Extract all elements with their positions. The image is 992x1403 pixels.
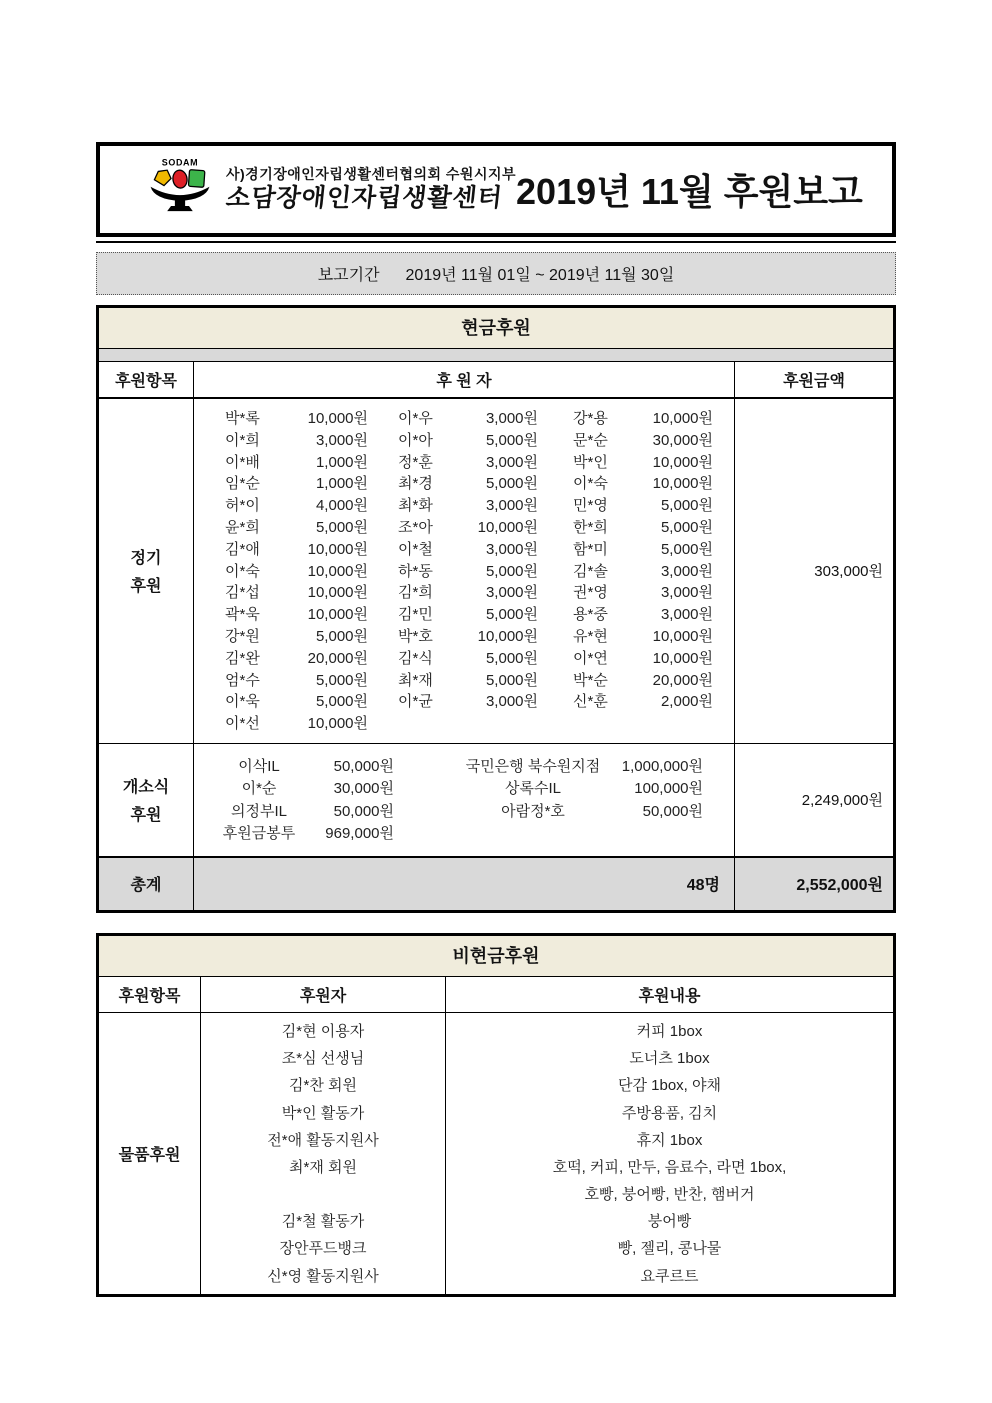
noncash-donor: 조*심 선생님 bbox=[281, 1050, 365, 1068]
donor-pair bbox=[398, 430, 538, 452]
donor-pair bbox=[398, 539, 538, 561]
donor-row bbox=[225, 648, 734, 670]
donor-pair bbox=[573, 561, 713, 583]
noncash-content: 빵, 젤리, 콩나물 bbox=[617, 1240, 722, 1258]
donor-pair bbox=[225, 713, 368, 735]
opening-donor-grid bbox=[194, 744, 735, 856]
donor-pair bbox=[398, 452, 538, 474]
donor-pair bbox=[225, 430, 368, 452]
donor-pair bbox=[225, 670, 368, 692]
noncash-content: 호빵, 붕어빵, 반찬, 햄버거 bbox=[584, 1186, 755, 1204]
donor-row bbox=[225, 495, 734, 517]
donor-pair bbox=[573, 604, 713, 626]
donor-name: 용*중 bbox=[573, 606, 608, 624]
donor-amount: 5,000원 bbox=[315, 627, 368, 645]
donor-pair bbox=[398, 713, 538, 735]
donor-pair bbox=[225, 495, 368, 517]
goods-donation-row bbox=[99, 1013, 893, 1294]
donor-pair bbox=[398, 561, 538, 583]
col-header-donor: 후 원 자 bbox=[194, 362, 735, 397]
org-text-block bbox=[226, 166, 516, 214]
donor-name: 유*현 bbox=[573, 627, 608, 645]
noncash-donor: 전*애 활동지원사 bbox=[267, 1131, 379, 1149]
donor-amount: 10,000원 bbox=[307, 540, 368, 558]
logo-bowl-shape bbox=[151, 186, 210, 200]
regular-donor-grid bbox=[194, 399, 735, 743]
donor-pair bbox=[398, 670, 538, 692]
donor-amount: 5,000원 bbox=[660, 497, 713, 515]
donor-row bbox=[225, 430, 734, 452]
donor-name: 윤*희 bbox=[225, 518, 260, 536]
donor-row bbox=[225, 713, 734, 735]
donor-name: 최*화 bbox=[398, 497, 433, 515]
noncash-content: 커피 1box bbox=[636, 1022, 703, 1040]
donor-name: 국민은행 북수원지점 bbox=[465, 757, 601, 775]
noncash-table-title: 비현금후원 bbox=[99, 936, 893, 977]
total-label: 총계 bbox=[99, 858, 194, 910]
report-period-bar bbox=[96, 252, 896, 295]
regular-donation-row bbox=[99, 399, 893, 744]
total-amount: 2,552,000원 bbox=[796, 877, 883, 895]
donor-amount: 3,000원 bbox=[485, 584, 538, 602]
regular-donation-label bbox=[99, 399, 194, 743]
donor-amount: 5,000원 bbox=[315, 693, 368, 711]
donor-pair bbox=[225, 648, 368, 670]
noncash-donor: 신*영 활동지원사 bbox=[267, 1267, 379, 1285]
noncash-donor: 박*인 활동가 bbox=[281, 1104, 365, 1122]
noncash-content: 도너츠 1box bbox=[629, 1050, 710, 1068]
cash-total-row bbox=[99, 856, 893, 910]
donor-pair bbox=[573, 626, 713, 648]
org-association-name: 사)경기장애인자립생활센터협의회 수원시지부 bbox=[226, 165, 517, 182]
donor-amount: 1,000,000원 bbox=[621, 757, 703, 775]
logo-brand-text: SODAM bbox=[161, 157, 199, 168]
opening-donation-label bbox=[99, 744, 194, 856]
donor-amount: 5,000원 bbox=[485, 562, 538, 580]
opening-donation-row bbox=[99, 744, 893, 856]
donor-pair bbox=[398, 517, 538, 539]
donor-name: 최*재 bbox=[398, 671, 433, 689]
donor-amount: 3,000원 bbox=[660, 606, 713, 624]
donor-pair bbox=[225, 517, 368, 539]
donor-name: 김*섭 bbox=[225, 584, 260, 602]
sodam-logo-icon bbox=[148, 157, 212, 223]
col-header-donor: 후원자 bbox=[201, 977, 446, 1012]
donor-amount: 3,000원 bbox=[660, 562, 713, 580]
donor-name: 신*훈 bbox=[573, 693, 608, 711]
donor-pair bbox=[398, 495, 538, 517]
donor-name: 이*철 bbox=[398, 540, 433, 558]
donor-name: 이*연 bbox=[573, 649, 608, 667]
goods-donor-list bbox=[201, 1013, 446, 1294]
label-line: 후원 bbox=[130, 578, 162, 596]
donor-pair bbox=[573, 539, 713, 561]
noncash-table-header-row bbox=[99, 977, 893, 1013]
donor-name: 강*원 bbox=[225, 627, 260, 645]
label-line: 후원 bbox=[130, 807, 162, 825]
donor-name: 이*아 bbox=[398, 431, 433, 449]
donor-name: 이*숙 bbox=[225, 562, 260, 580]
donor-name: 박*순 bbox=[573, 671, 608, 689]
opening-donation-total: 2,249,000원 bbox=[801, 792, 883, 810]
donor-amount: 5,000원 bbox=[485, 671, 538, 689]
donor-amount: 10,000원 bbox=[477, 627, 538, 645]
donor-amount: 50,000원 bbox=[333, 802, 394, 820]
donor-row bbox=[225, 626, 734, 648]
noncash-donation-table bbox=[96, 933, 896, 1297]
regular-donation-total: 303,000원 bbox=[814, 563, 883, 581]
donor-row bbox=[225, 517, 734, 539]
donor-amount: 10,000원 bbox=[652, 453, 713, 471]
donor-amount: 2,000원 bbox=[660, 693, 713, 711]
donor-pair bbox=[225, 691, 368, 713]
donor-pair bbox=[573, 452, 713, 474]
donor-pair bbox=[573, 495, 713, 517]
donor-amount: 3,000원 bbox=[485, 453, 538, 471]
donor-row bbox=[225, 539, 734, 561]
noncash-content: 휴지 1box bbox=[636, 1131, 703, 1149]
donor-amount: 10,000원 bbox=[477, 518, 538, 536]
noncash-content: 붕어빵 bbox=[647, 1213, 692, 1231]
donor-name: 이*배 bbox=[225, 453, 260, 471]
donor-name: 김*희 bbox=[398, 584, 433, 602]
opening-donor-row bbox=[209, 823, 734, 846]
donor-pair bbox=[573, 430, 713, 452]
donor-row bbox=[225, 691, 734, 713]
donor-pair bbox=[573, 517, 713, 539]
donor-name: 하*동 bbox=[398, 562, 433, 580]
page-title: 2019년 11월 후원보고 bbox=[516, 171, 863, 212]
header-banner bbox=[96, 142, 896, 237]
donor-amount: 20,000원 bbox=[652, 671, 713, 689]
donor-amount: 5,000원 bbox=[315, 671, 368, 689]
donor-pair bbox=[225, 452, 368, 474]
donor-amount: 5,000원 bbox=[485, 431, 538, 449]
noncash-content: 호떡, 커피, 만두, 음료수, 라면 1box, bbox=[552, 1158, 787, 1176]
donor-amount: 3,000원 bbox=[315, 431, 368, 449]
noncash-donor: 김*철 활동가 bbox=[281, 1213, 365, 1231]
donor-name: 이*욱 bbox=[225, 693, 260, 711]
donor-amount: 10,000원 bbox=[307, 562, 368, 580]
opening-donor-row bbox=[209, 756, 734, 779]
donor-amount: 969,000원 bbox=[325, 825, 394, 843]
donor-name: 김*민 bbox=[398, 606, 433, 624]
cash-donation-table bbox=[96, 305, 896, 913]
donor-amount: 10,000원 bbox=[307, 584, 368, 602]
donor-amount: 10,000원 bbox=[652, 410, 713, 427]
donor-name: 박*록 bbox=[225, 410, 260, 427]
donor-row bbox=[225, 452, 734, 474]
donor-pair bbox=[398, 473, 538, 495]
donor-amount: 3,000원 bbox=[485, 540, 538, 558]
donor-name: 이*순 bbox=[241, 780, 277, 798]
logo-red-shape bbox=[172, 169, 188, 189]
col-header-item: 후원항목 bbox=[99, 362, 194, 397]
noncash-content: 주방용품, 김치 bbox=[621, 1104, 718, 1122]
noncash-donor bbox=[201, 1181, 445, 1208]
donor-amount: 5,000원 bbox=[485, 475, 538, 493]
donor-name: 김*완 bbox=[225, 649, 260, 667]
cash-table-title: 현금후원 bbox=[99, 308, 893, 349]
cash-table-header-row bbox=[99, 362, 893, 399]
donor-row bbox=[225, 473, 734, 495]
period-value: 2019년 11월 01일 ~ 2019년 11월 30일 bbox=[405, 267, 675, 284]
donor-name: 임*순 bbox=[225, 475, 260, 493]
donor-pair bbox=[225, 604, 368, 626]
donor-pair bbox=[398, 604, 538, 626]
label-line: 정기 bbox=[130, 550, 162, 568]
noncash-content: 단감 1box, 야채 bbox=[618, 1077, 721, 1095]
donor-row bbox=[225, 408, 734, 430]
donor-pair bbox=[573, 713, 713, 735]
donor-amount: 5,000원 bbox=[660, 540, 713, 558]
donor-amount: 100,000원 bbox=[634, 780, 703, 798]
donor-amount: 50,000원 bbox=[333, 757, 394, 775]
donor-amount: 5,000원 bbox=[485, 649, 538, 667]
donor-pair bbox=[225, 408, 368, 430]
goods-content-list bbox=[446, 1013, 893, 1294]
donor-name: 박*호 bbox=[398, 627, 433, 645]
noncash-donor: 최*재 회원 bbox=[289, 1158, 357, 1176]
donor-name: 허*이 bbox=[225, 497, 260, 515]
donor-name: 최*경 bbox=[398, 475, 433, 493]
donor-name: 문*순 bbox=[573, 431, 608, 449]
donor-name: 의정부IL bbox=[231, 802, 287, 820]
donor-name: 강*용 bbox=[573, 410, 608, 427]
donor-name: 한*희 bbox=[573, 518, 608, 536]
donor-amount: 10,000원 bbox=[652, 649, 713, 667]
donor-pair bbox=[573, 408, 713, 430]
donor-pair bbox=[398, 648, 538, 670]
donor-name: 이*숙 bbox=[573, 475, 608, 493]
donor-pair bbox=[573, 691, 713, 713]
donor-name bbox=[453, 823, 613, 846]
donor-pair bbox=[398, 582, 538, 604]
donor-amount: 3,000원 bbox=[485, 693, 538, 711]
donor-pair bbox=[573, 670, 713, 692]
donor-amount: 4,000원 bbox=[315, 497, 368, 515]
donor-name: 이*선 bbox=[225, 715, 260, 733]
donor-pair bbox=[398, 691, 538, 713]
donor-name: 엄*수 bbox=[225, 671, 260, 689]
donor-name: 조*아 bbox=[398, 518, 433, 536]
donor-name: 상록수IL bbox=[505, 780, 561, 798]
noncash-content: 요쿠르트 bbox=[640, 1267, 699, 1285]
donor-name: 이*우 bbox=[398, 410, 433, 427]
donor-amount bbox=[613, 823, 703, 846]
donor-amount: 10,000원 bbox=[307, 715, 368, 733]
donor-pair bbox=[225, 539, 368, 561]
gray-divider-strip bbox=[99, 349, 893, 362]
donor-pair bbox=[573, 473, 713, 495]
donor-name: 이*균 bbox=[398, 693, 433, 711]
donor-name: 후원금봉투 bbox=[222, 825, 296, 843]
donor-name: 곽*욱 bbox=[225, 606, 260, 624]
logo-green-shape bbox=[188, 169, 204, 187]
donor-amount: 10,000원 bbox=[307, 606, 368, 624]
donor-name: 김*애 bbox=[225, 540, 260, 558]
donor-amount: 10,000원 bbox=[307, 410, 368, 427]
period-label: 보고기간 bbox=[317, 267, 380, 284]
donor-name: 아람정*호 bbox=[501, 802, 565, 820]
donor-name: 정*훈 bbox=[398, 453, 433, 471]
donor-amount: 5,000원 bbox=[315, 518, 368, 536]
donor-pair bbox=[573, 648, 713, 670]
donor-name: 김*솔 bbox=[573, 562, 608, 580]
donor-amount: 5,000원 bbox=[660, 518, 713, 536]
donor-pair bbox=[573, 582, 713, 604]
col-header-amount: 후원금액 bbox=[783, 373, 845, 390]
opening-donor-row bbox=[209, 801, 734, 824]
donor-name: 함*미 bbox=[573, 540, 608, 558]
donor-row bbox=[225, 604, 734, 626]
donor-row bbox=[225, 561, 734, 583]
donor-pair bbox=[225, 626, 368, 648]
donor-row bbox=[225, 582, 734, 604]
donor-name: 김*식 bbox=[398, 649, 433, 667]
donor-amount: 30,000원 bbox=[333, 780, 394, 798]
donor-pair bbox=[398, 626, 538, 648]
donor-amount: 30,000원 bbox=[652, 431, 713, 449]
donor-pair bbox=[225, 473, 368, 495]
goods-donation-label: 물품후원 bbox=[99, 1013, 201, 1294]
donor-pair bbox=[398, 408, 538, 430]
donor-name: 권*영 bbox=[573, 584, 608, 602]
org-center-name: 소담장애인자립생활센터 bbox=[224, 184, 505, 212]
donor-name: 박*인 bbox=[573, 453, 608, 471]
donor-amount: 3,000원 bbox=[485, 497, 538, 515]
donor-amount: 1,000원 bbox=[315, 453, 368, 471]
donor-amount: 10,000원 bbox=[652, 627, 713, 645]
col-header-content: 후원내용 bbox=[638, 987, 701, 1005]
donor-row bbox=[225, 670, 734, 692]
donor-amount: 50,000원 bbox=[642, 802, 703, 820]
col-header-item: 후원항목 bbox=[99, 977, 201, 1012]
donor-amount: 10,000원 bbox=[652, 475, 713, 493]
logo-yellow-shape bbox=[154, 170, 171, 185]
donor-name: 이*희 bbox=[225, 431, 260, 449]
noncash-donor: 장안푸드뱅크 bbox=[279, 1240, 367, 1258]
donor-name: 이삭IL bbox=[238, 757, 280, 775]
noncash-donor: 김*찬 회원 bbox=[289, 1077, 357, 1095]
total-donor-count: 48명 bbox=[194, 858, 735, 910]
opening-donor-row bbox=[209, 778, 734, 801]
donor-amount: 20,000원 bbox=[307, 649, 368, 667]
donor-amount: 3,000원 bbox=[485, 410, 538, 427]
header-underline bbox=[96, 241, 896, 243]
noncash-donor: 김*현 이용자 bbox=[281, 1022, 365, 1040]
donor-amount: 5,000원 bbox=[485, 606, 538, 624]
donor-amount: 1,000원 bbox=[315, 475, 368, 493]
donor-amount: 3,000원 bbox=[660, 584, 713, 602]
label-line: 개소식 bbox=[122, 779, 170, 797]
donor-pair bbox=[225, 561, 368, 583]
donor-pair bbox=[225, 582, 368, 604]
donor-name: 민*영 bbox=[573, 497, 608, 515]
